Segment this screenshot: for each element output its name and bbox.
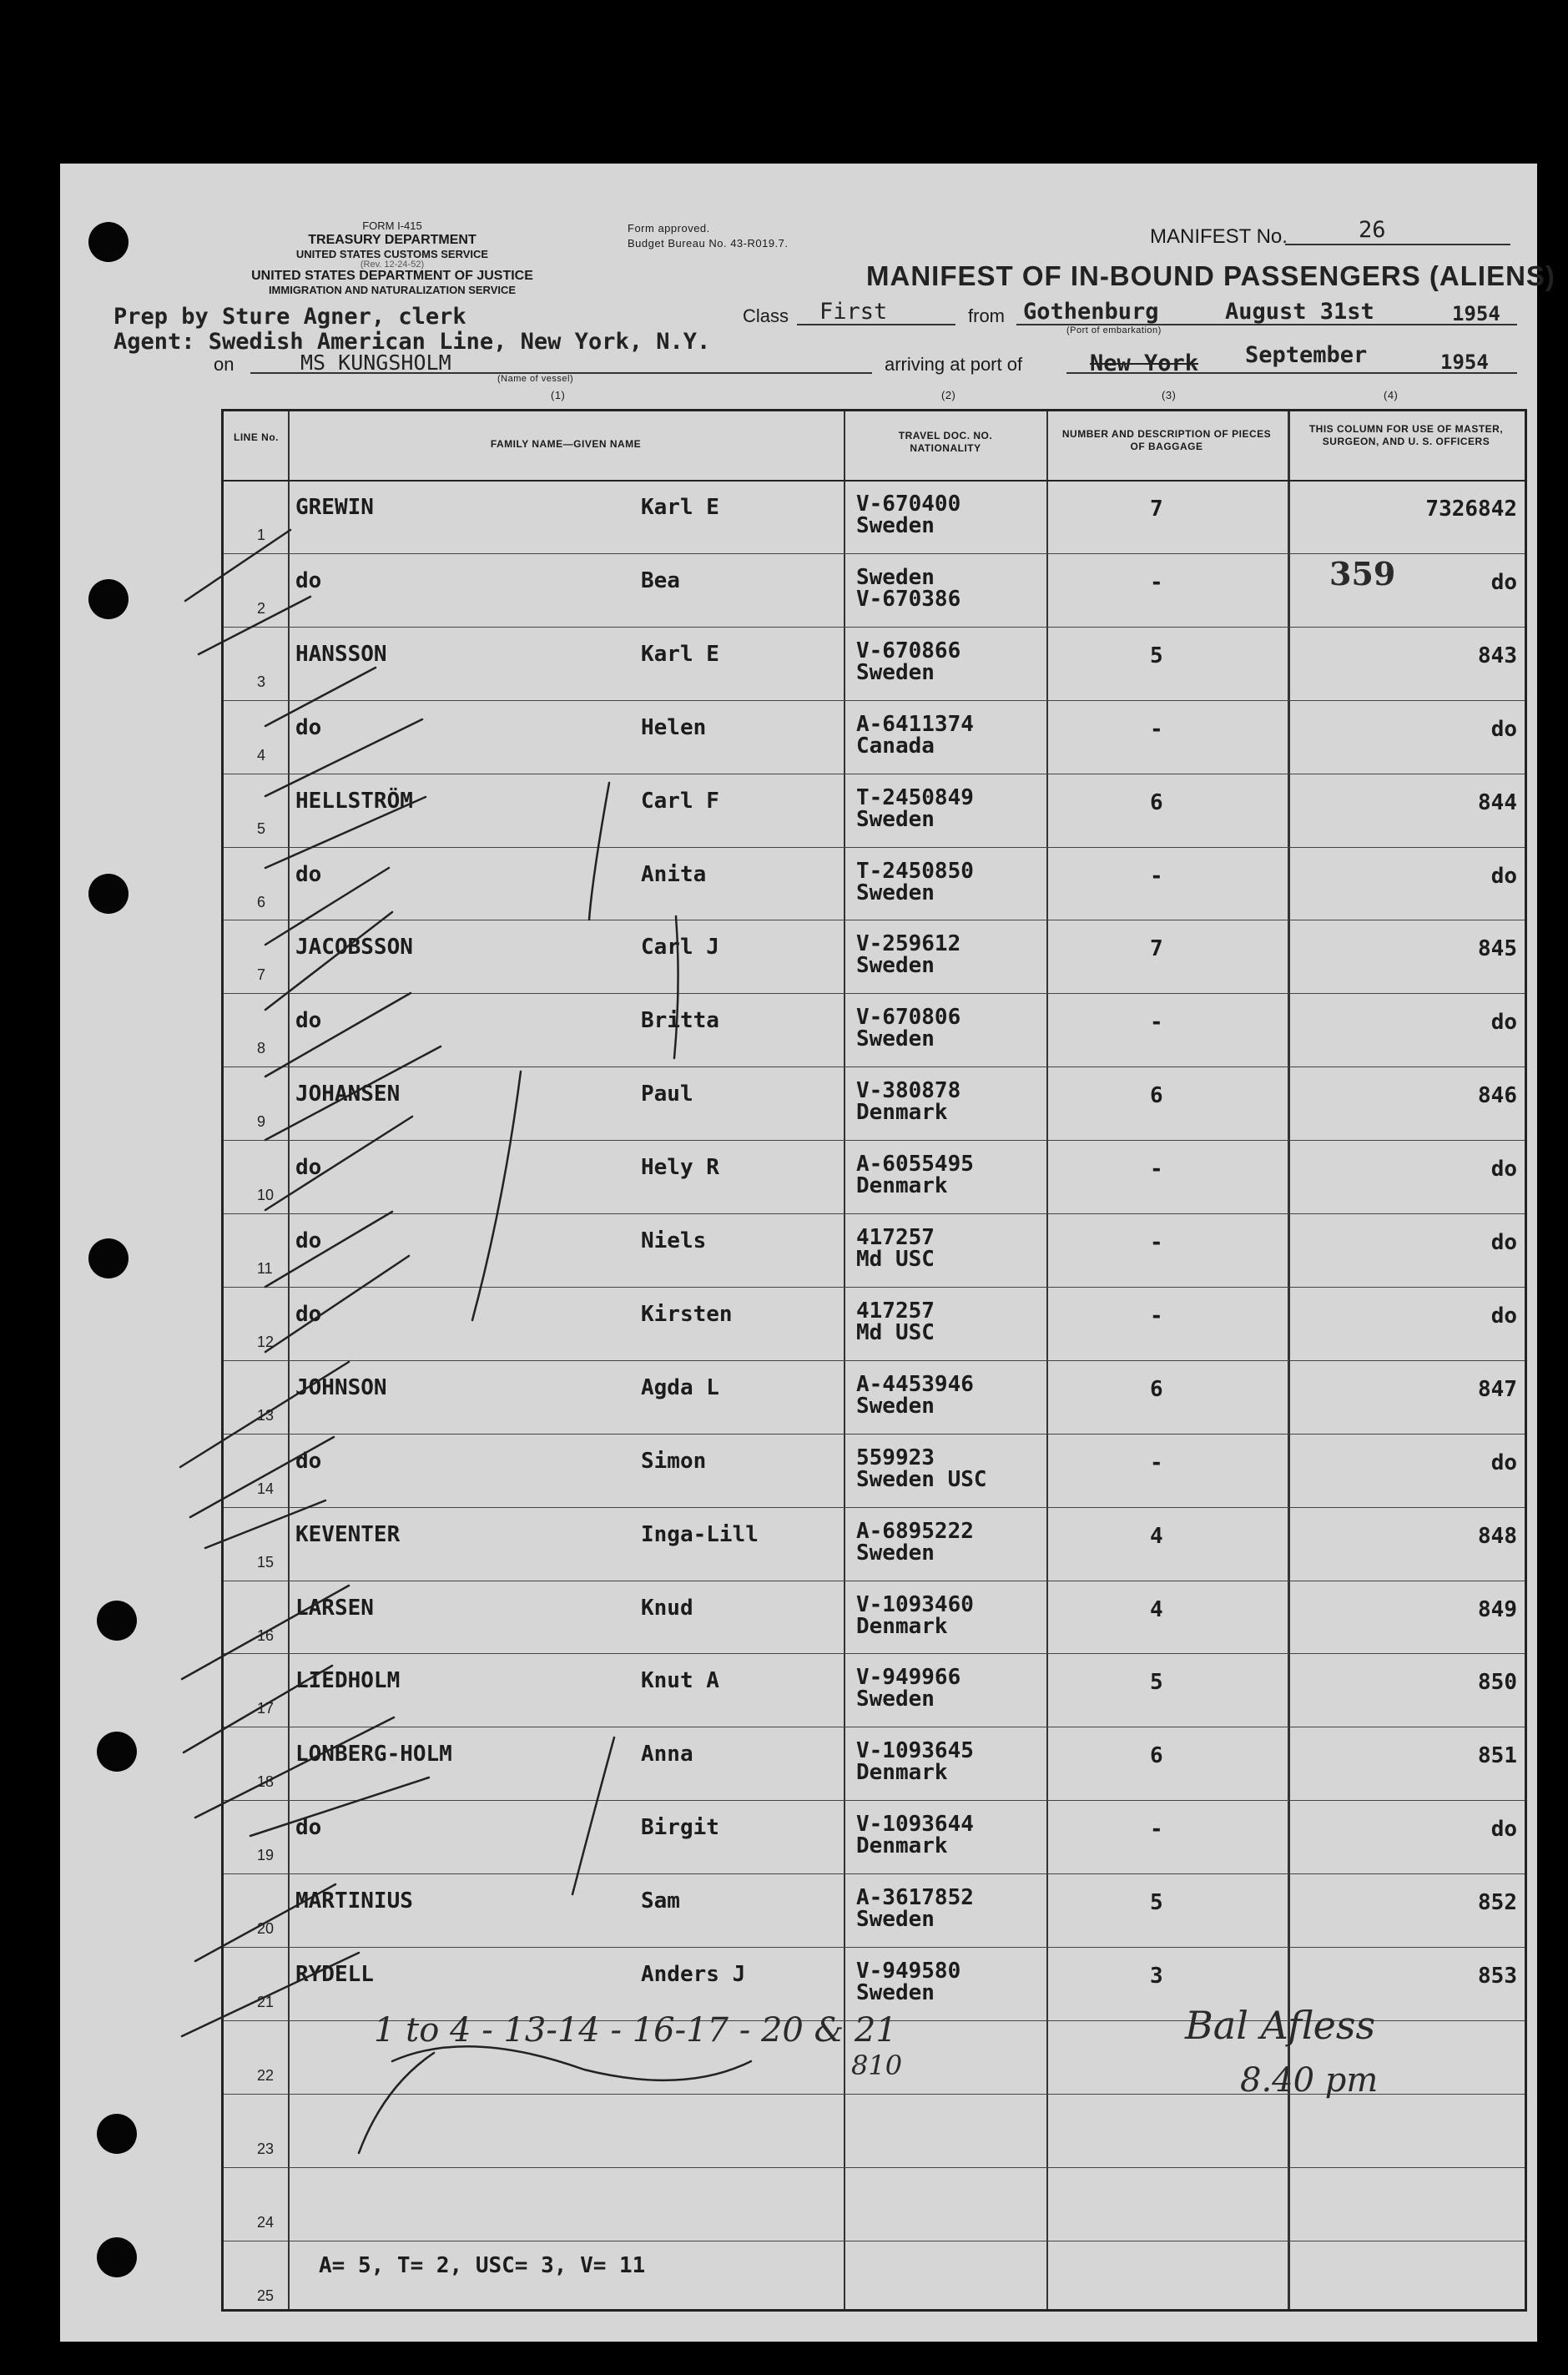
handwritten-scrawl [359, 2046, 751, 2153]
nationality: Sweden [856, 806, 935, 832]
family-name: JOHNSON [295, 1374, 387, 1400]
officer-code: 843 [1478, 643, 1517, 668]
nationality: Sweden [856, 880, 935, 905]
family-name: do [295, 1155, 322, 1181]
family-name: GREWIN [295, 495, 374, 520]
class-label: Class [743, 305, 789, 326]
family-name: LONBERG-HOLM [295, 1742, 452, 1767]
family-name: do [295, 1301, 322, 1327]
family-name: do [295, 861, 322, 887]
col-head-travel: TRAVEL DOC. NO. NATIONALITY [898, 430, 993, 454]
check-mark [265, 993, 411, 1077]
line-number: 12 [257, 1333, 275, 1350]
given-name: Bea [641, 567, 680, 593]
baggage-count: 5 [1150, 643, 1163, 668]
given-name: Inga-Lill [641, 1521, 759, 1547]
nationality: Sweden USC [856, 1466, 987, 1492]
line-number: 7 [257, 966, 266, 984]
line-number: 16 [257, 1626, 275, 1644]
check-mark [205, 1500, 325, 1548]
given-name: Anita [641, 861, 707, 887]
line-number: 22 [257, 2066, 275, 2084]
line-number: 13 [257, 1406, 275, 1424]
nationality: Sweden [856, 1026, 935, 1052]
travel-doc: V-259612 [856, 931, 961, 957]
class-value: First [819, 299, 888, 325]
arrival-year: 1954 [1440, 350, 1489, 374]
form-number: FORM I-415 [362, 219, 422, 232]
customs-service: UNITED STATES CUSTOMS SERVICE [295, 248, 489, 260]
family-name: LARSEN [295, 1595, 374, 1621]
nationality: Sweden [856, 659, 935, 685]
arriving-label: arriving at port of [885, 354, 1023, 375]
check-mark [184, 1666, 332, 1752]
check-mark [265, 668, 376, 726]
officer-code: 7326842 [1425, 497, 1517, 522]
officer-code: 845 [1478, 936, 1517, 962]
line-number: 1 [257, 527, 266, 543]
travel-doc: 559923 [856, 1445, 935, 1470]
officer-code: do [1490, 716, 1517, 742]
check-mark [195, 1884, 335, 1961]
handwritten-lines-note: 1 to 4 - 13-14 - 16-17 - 20 & 21 [374, 2011, 897, 2050]
given-name: Birgit [641, 1815, 719, 1841]
baggage-count: 6 [1150, 1083, 1163, 1109]
given-name: Simon [641, 1448, 707, 1474]
travel-doc: V-380878 [856, 1078, 961, 1104]
family-name: do [295, 567, 322, 593]
given-name: Anders J [641, 1962, 746, 1987]
travel-doc: A-6055495 [856, 1152, 974, 1177]
col-head-name: FAMILY NAME—GIVEN NAME [490, 438, 642, 450]
line-number: 10 [257, 1187, 275, 1204]
travel-doc: V-949966 [856, 1665, 961, 1691]
family-name: JACOBSSON [295, 935, 413, 961]
officer-code: do [1490, 1303, 1517, 1329]
manifest-title: MANIFEST OF IN-BOUND PASSENGERS (ALIENS) [866, 260, 1555, 291]
given-name: Knud [641, 1595, 693, 1621]
given-name: Britta [641, 1008, 719, 1034]
prep-by: Prep by Sture Agner, clerk [113, 304, 466, 330]
treasury-dept: TREASURY DEPARTMENT [308, 233, 476, 247]
officer-handwritten: 359 [1329, 554, 1396, 592]
line-number: 4 [257, 746, 266, 764]
travel-doc: T-2450850 [856, 858, 974, 884]
col-head-officers: THIS COLUMN FOR USE OF MASTER, SURGEON, AND U. S. OFFICERS [1308, 423, 1504, 447]
given-name: Carl F [641, 788, 719, 814]
nationality: Sweden [856, 1907, 935, 1933]
nationality: Canada [856, 733, 935, 759]
baggage-count: 7 [1150, 936, 1163, 962]
nationality: Denmark [856, 1100, 948, 1126]
col-ref-3: (3) [1162, 389, 1177, 401]
line-number: 5 [257, 819, 266, 837]
nationality: Denmark [856, 1760, 948, 1786]
budget-bureau: Budget Bureau No. 43-R019.7. [628, 237, 789, 250]
baggage-count: - [1150, 1010, 1163, 1036]
nationality: Sweden [856, 1393, 935, 1419]
given-name: Kirsten [641, 1301, 733, 1327]
check-mark [182, 1953, 359, 2036]
travel-doc: 417257 [856, 1298, 935, 1324]
officer-code: do [1490, 1450, 1517, 1475]
nationality: Sweden [856, 1980, 935, 2005]
travel-doc: V-670866 [856, 638, 961, 663]
given-name: Carl J [641, 935, 719, 961]
baggage-count: 7 [1150, 497, 1163, 522]
check-mark [265, 1212, 392, 1287]
family-name: KEVENTER [295, 1521, 401, 1547]
family-name: HELLSTRÖM [295, 788, 413, 814]
travel-doc: Sweden [856, 564, 935, 590]
nationality: Sweden [856, 953, 935, 979]
given-name: Paul [641, 1082, 693, 1107]
check-mark [265, 868, 389, 945]
officer-code: do [1490, 1817, 1517, 1843]
revision: (Rev. 12-24-52) [360, 260, 425, 270]
given-name: Agda L [641, 1374, 719, 1400]
given-name: Knut A [641, 1668, 719, 1694]
officer-code: 852 [1478, 1890, 1517, 1916]
travel-doc: V-670806 [856, 1005, 961, 1031]
col-ref-4: (4) [1384, 389, 1399, 401]
officer-code: 851 [1478, 1743, 1517, 1769]
port-caption: (Port of embarkation) [1066, 325, 1162, 335]
officer-code: 848 [1478, 1523, 1517, 1549]
travel-doc: V-670400 [856, 492, 961, 517]
travel-doc: A-3617852 [856, 1885, 974, 1911]
bracket-mark [472, 1072, 521, 1320]
line-number: 24 [257, 2213, 275, 2231]
officer-signature: Bal Afless [1185, 2003, 1376, 2048]
line-number: 11 [257, 1260, 273, 1277]
departure-year: 1954 [1452, 302, 1500, 325]
officer-code: do [1490, 1010, 1517, 1036]
baggage-count: - [1150, 1817, 1163, 1843]
baggage-count: - [1150, 1157, 1163, 1182]
line-number: 6 [257, 893, 266, 910]
given-name: Karl E [641, 495, 719, 520]
nationality: V-670386 [856, 586, 961, 612]
line-number: 8 [257, 1040, 266, 1057]
officer-code: do [1490, 569, 1517, 595]
family-name: LIEDHOLM [295, 1668, 401, 1694]
line-number: 25 [257, 2287, 275, 2304]
line-number: 14 [257, 1480, 275, 1497]
embarkation-port: Gothenburg [1023, 299, 1159, 325]
check-mark [265, 1256, 409, 1352]
baggage-count: 6 [1150, 1376, 1163, 1402]
officer-code: do [1490, 863, 1517, 889]
check-mark [265, 1117, 412, 1210]
given-name: Karl E [641, 641, 719, 667]
officer-code: 850 [1478, 1670, 1517, 1696]
family-name: do [295, 1008, 322, 1034]
travel-doc: A-6411374 [856, 711, 974, 737]
nationality: Denmark [856, 1173, 948, 1199]
vessel-caption: (Name of vessel) [497, 374, 574, 384]
baggage-count: 3 [1150, 1964, 1163, 1989]
baggage-count: - [1150, 716, 1163, 742]
officer-code: do [1490, 1230, 1517, 1255]
manifest-label: MANIFEST No. [1150, 225, 1288, 248]
line-number: 23 [257, 2140, 275, 2157]
agent-line: Agent: Swedish American Line, New York, N.Y. [113, 329, 711, 355]
baggage-count: 4 [1150, 1523, 1163, 1549]
given-name: Sam [641, 1888, 680, 1914]
travel-doc: V-949580 [856, 1959, 961, 1984]
travel-doc: T-2450849 [856, 784, 974, 810]
baggage-count: 5 [1150, 1890, 1163, 1916]
family-name: MARTINIUS [295, 1888, 413, 1914]
nationality: Sweden [856, 513, 935, 538]
nationality: Denmark [856, 1833, 948, 1859]
line-number: 20 [257, 1920, 275, 1938]
check-mark [185, 530, 290, 601]
col-head-line: LINE No. [234, 431, 279, 443]
check-mark [195, 1717, 394, 1818]
check-mark [265, 797, 426, 868]
line-number: 19 [257, 1847, 275, 1864]
given-name: Helen [641, 714, 707, 740]
nationality: Sweden [856, 1540, 935, 1566]
line-number: 9 [257, 1113, 266, 1131]
ins-service: IMMIGRATION AND NATURALIZATION SERVICE [268, 284, 517, 296]
col-head-baggage: NUMBER AND DESCRIPTION OF PIECES OF BAGGAGE [1061, 428, 1272, 452]
check-mark [182, 1586, 349, 1679]
arrival-date: September [1245, 342, 1368, 368]
from-label: from [968, 305, 1005, 326]
family-name: do [295, 1228, 322, 1253]
arrival-port: New York [1090, 350, 1199, 376]
line-number: 2 [257, 599, 266, 617]
officer-time: 8.40 pm [1240, 2061, 1379, 2100]
baggage-count: 6 [1150, 789, 1163, 815]
bracket-mark [572, 1737, 614, 1894]
line-number: 15 [257, 1553, 275, 1571]
vessel-name: MS KUNGSHOLM [300, 350, 451, 375]
nationality: Sweden [856, 1687, 935, 1712]
baggage-count: 4 [1150, 1596, 1163, 1622]
given-name: Niels [641, 1228, 707, 1253]
baggage-count: - [1150, 1303, 1163, 1329]
summary-line: A= 5, T= 2, USC= 3, V= 11 [319, 2253, 646, 2278]
officer-code: 844 [1478, 789, 1517, 815]
nationality: Denmark [856, 1613, 948, 1639]
check-mark [265, 719, 422, 796]
given-name: Anna [641, 1742, 693, 1767]
family-name: JOHANSEN [295, 1082, 401, 1107]
baggage-count: - [1150, 1450, 1163, 1475]
travel-doc: A-6895222 [856, 1518, 974, 1544]
line-number: 17 [257, 1700, 275, 1717]
justice-dept: UNITED STATES DEPARTMENT OF JUSTICE [251, 269, 533, 283]
baggage-count: 5 [1150, 1670, 1163, 1696]
line-number: 3 [257, 673, 266, 690]
officer-code: 849 [1478, 1596, 1517, 1622]
check-mark [180, 1362, 349, 1467]
baggage-count: - [1150, 863, 1163, 889]
departure-date: August 31st [1225, 299, 1374, 325]
form-approved: Form approved. [628, 222, 710, 234]
line-number: 18 [257, 1773, 275, 1791]
travel-doc: V-1093460 [856, 1591, 974, 1617]
handwritten-number: 810 [851, 2050, 903, 2081]
baggage-count: 6 [1150, 1743, 1163, 1769]
family-name: do [295, 1448, 322, 1474]
given-name: Hely R [641, 1155, 719, 1181]
family-name: do [295, 714, 322, 740]
family-name: HANSSON [295, 641, 387, 667]
travel-doc: 417257 [856, 1225, 935, 1250]
officer-code: 846 [1478, 1083, 1517, 1109]
family-name: do [295, 1815, 322, 1841]
line-number: 21 [257, 1994, 275, 2010]
officer-code: do [1490, 1157, 1517, 1182]
travel-doc: A-4453946 [856, 1371, 974, 1397]
check-mark [199, 597, 310, 654]
travel-doc: V-1093645 [856, 1738, 974, 1764]
check-mark [265, 912, 392, 1010]
bracket-mark [589, 783, 609, 920]
col-ref-1: (1) [551, 389, 566, 401]
manifest-number: 26 [1359, 217, 1386, 243]
check-mark [250, 1777, 429, 1836]
bracket-mark [674, 916, 678, 1058]
baggage-count: - [1150, 1230, 1163, 1255]
on-label: on [214, 354, 234, 375]
travel-doc: V-1093644 [856, 1812, 974, 1838]
officer-code: 847 [1478, 1376, 1517, 1402]
nationality: Md USC [856, 1319, 935, 1345]
family-name: RYDELL [295, 1962, 374, 1987]
col-ref-2: (2) [941, 389, 956, 401]
baggage-count: - [1150, 569, 1163, 595]
officer-code: 853 [1478, 1964, 1517, 1989]
nationality: Md USC [856, 1247, 935, 1272]
